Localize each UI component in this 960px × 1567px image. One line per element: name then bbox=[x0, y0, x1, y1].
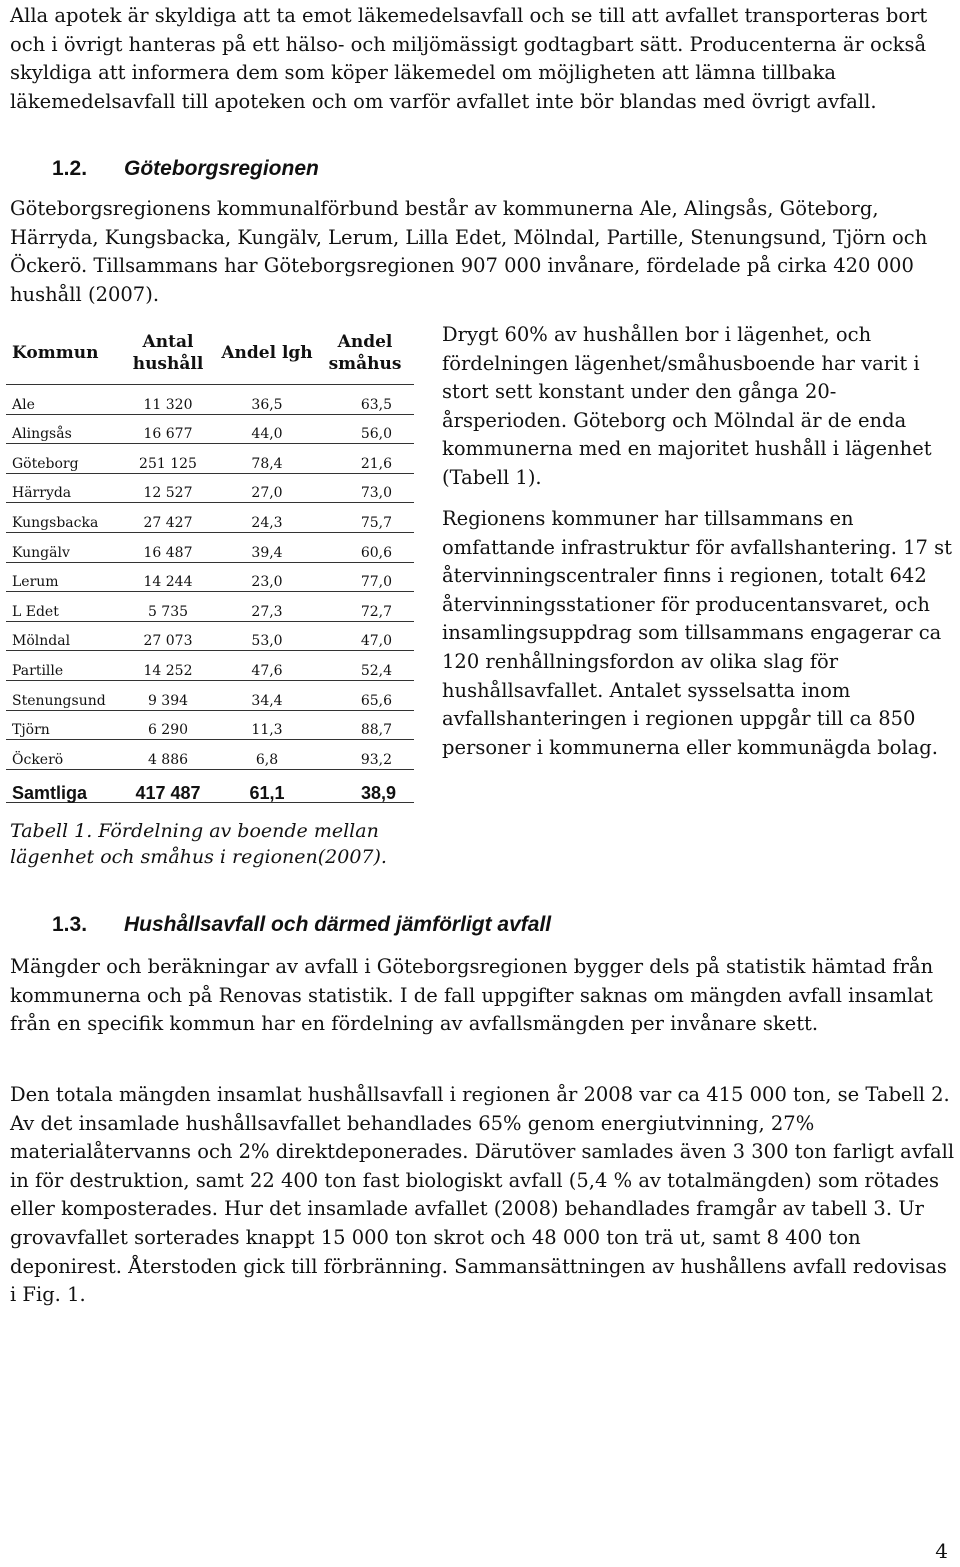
cell-municipality: L Edet bbox=[6, 592, 118, 622]
header-households: Antal hushåll bbox=[118, 322, 218, 385]
cell-share-apartment: 47,6 bbox=[218, 651, 316, 681]
cell-households: 16 487 bbox=[118, 532, 218, 562]
cell-share-house: 52,4 bbox=[316, 651, 414, 681]
cell-share-house: 73,0 bbox=[316, 473, 414, 503]
page-number: 4 bbox=[935, 1539, 948, 1563]
cell-municipality: Ale bbox=[6, 385, 118, 415]
cell-share-apartment: 36,5 bbox=[218, 385, 316, 415]
cell-share-apartment: 78,4 bbox=[218, 444, 316, 474]
cell-municipality: Stenungsund bbox=[6, 680, 118, 710]
table-row bbox=[6, 680, 414, 710]
cell-share-apartment: 34,4 bbox=[218, 680, 316, 710]
table-row bbox=[6, 562, 414, 592]
table-row bbox=[6, 473, 414, 503]
cell-share-house: 72,7 bbox=[316, 592, 414, 622]
cell-total-label: Samtliga bbox=[6, 769, 118, 802]
cell-share-apartment: 27,3 bbox=[218, 592, 316, 622]
cell-households: 14 252 bbox=[118, 651, 218, 681]
table-caption: Tabell 1. Fördelning av boende mellan lägenhet och småhus i regionen(2007). bbox=[10, 820, 387, 868]
cell-households: 12 527 bbox=[118, 473, 218, 503]
waste-paragraph-2: Den totala mängden insamlat hushållsavfall i regionen år 2008 var ca 415 000 ton, se Tabell 2. Av det insamlade hushållsavfallet behandlades 65% genom energiutvinning, 27% materialåtervanns och 2% direktdeponerades. Därutöver samlades även 3 300 ton farligt avfall in för destruktion, samt 22 400 ton fast biologiskt avfall (5,4 % av totalmängden) som rötades eller komposterades. Hur det insamlade avfallet (2008) behandlades framgår av tabell 3. Ur grovavfallet sorterades knappt 15 000 ton skrot och 48 000 ton trä ut, samt 8 400 ton deponirest. Återstoden gick till förbränning. Sammansättningen av hushållens avfall redovisas i Fig. 1. bbox=[10, 1083, 955, 1307]
table-row bbox=[6, 532, 414, 562]
cell-households: 27 073 bbox=[118, 621, 218, 651]
cell-share-apartment: 53,0 bbox=[218, 621, 316, 651]
table-row bbox=[6, 740, 414, 770]
table-body bbox=[6, 385, 414, 803]
cell-share-apartment: 24,3 bbox=[218, 503, 316, 533]
cell-share-house: 88,7 bbox=[316, 710, 414, 740]
section-heading-1-3 bbox=[52, 912, 551, 938]
cell-households: 6 290 bbox=[118, 710, 218, 740]
cell-share-apartment: 39,4 bbox=[218, 532, 316, 562]
section-number: 1.2. bbox=[52, 157, 88, 180]
side-paragraph-1: Drygt 60% av hushållen bor i lägenhet, och fördelningen lägenhet/småhusboende har varit i stort sett konstant under den gånga 20-årsperioden. Göteborg och Mölndal är de enda kommunerna med en majoritet hushåll i lägenhet (Tabell 1). bbox=[442, 323, 932, 489]
cell-municipality: Göteborg bbox=[6, 444, 118, 474]
table-row bbox=[6, 414, 414, 444]
table-header-row bbox=[6, 322, 414, 385]
cell-total-share-house: 38,9 bbox=[316, 769, 414, 802]
table-row bbox=[6, 444, 414, 474]
cell-share-house: 47,0 bbox=[316, 621, 414, 651]
cell-share-house: 77,0 bbox=[316, 562, 414, 592]
header-share-house: Andel småhus bbox=[316, 322, 414, 385]
cell-households: 27 427 bbox=[118, 503, 218, 533]
cell-households: 251 125 bbox=[118, 444, 218, 474]
municipality-table bbox=[6, 322, 414, 803]
cell-share-house: 65,6 bbox=[316, 680, 414, 710]
table-row bbox=[6, 503, 414, 533]
cell-households: 14 244 bbox=[118, 562, 218, 592]
cell-municipality: Kungsbacka bbox=[6, 503, 118, 533]
cell-share-house: 93,2 bbox=[316, 740, 414, 770]
cell-municipality: Kungälv bbox=[6, 532, 118, 562]
intro-paragraph: Alla apotek är skyldiga att ta emot läkemedelsavfall och se till att avfallet transporteras bort och i övrigt hanteras på ett hälso- och miljömässigt godtagbart sätt. Producenterna är också skyldiga att informera dem som köper läkemedel om möjligheten att lämna tillbaka läkemedelsavfall till apoteken och om varför avfallet inte bör blandas med övrigt avfall. bbox=[10, 4, 928, 113]
cell-share-house: 56,0 bbox=[316, 414, 414, 444]
cell-total-households: 417 487 bbox=[118, 769, 218, 802]
cell-municipality: Alingsås bbox=[6, 414, 118, 444]
cell-total-share-apartment: 61,1 bbox=[218, 769, 316, 802]
cell-share-apartment: 6,8 bbox=[218, 740, 316, 770]
cell-households: 16 677 bbox=[118, 414, 218, 444]
cell-share-apartment: 27,0 bbox=[218, 473, 316, 503]
cell-municipality: Partille bbox=[6, 651, 118, 681]
section-heading-1-2 bbox=[52, 156, 319, 182]
cell-share-house: 60,6 bbox=[316, 532, 414, 562]
section-number: 1.3. bbox=[52, 913, 88, 936]
table-row bbox=[6, 385, 414, 415]
region-paragraph: Göteborgsregionens kommunalförbund består av kommunerna Ale, Alingsås, Göteborg, Härryda, Kungsbacka, Kungälv, Lerum, Lilla Edet, Mölndal, Partille, Stenungsund, Tjörn och Öckerö. Tillsammans har Göteborgsregionen 907 000 invånare, fördelade på cirka 420 000 hushåll (2007). bbox=[10, 197, 928, 306]
cell-municipality: Öckerö bbox=[6, 740, 118, 770]
cell-households: 4 886 bbox=[118, 740, 218, 770]
table-total-row bbox=[6, 769, 414, 802]
cell-share-house: 75,7 bbox=[316, 503, 414, 533]
waste-paragraph-1: Mängder och beräkningar av avfall i Göteborgsregionen bygger dels på statistik hämtad från kommunerna och på Renovas statistik. I de fall uppgifter saknas om mängden avfall insamlat från en specifik kommun har en fördelning av avfallsmängden per invånare skett. bbox=[10, 955, 934, 1036]
table-row bbox=[6, 651, 414, 681]
cell-share-apartment: 44,0 bbox=[218, 414, 316, 444]
header-municipality: Kommun bbox=[6, 322, 118, 385]
cell-municipality: Lerum bbox=[6, 562, 118, 592]
header-share-apartment: Andel lgh bbox=[218, 322, 316, 385]
table-row bbox=[6, 621, 414, 651]
cell-municipality: Tjörn bbox=[6, 710, 118, 740]
cell-share-house: 21,6 bbox=[316, 444, 414, 474]
section-title: Göteborgsregionen bbox=[124, 157, 319, 180]
cell-households: 9 394 bbox=[118, 680, 218, 710]
side-paragraph-2: Regionens kommuner har tillsammans en omfattande infrastruktur för avfallshantering. 17 st återvinningscentraler finns i regionen, totalt 642 återvinningsstationer för producentansvaret, och insamlingsuppdrag som tillsammans engagerar ca 120 renhållningsfordon av olika slag för hushållsavfallet. Antalet sysselsatta inom avfallshanteringen i regionen uppgår till ca 850 personer i kommunerna eller kommunägda bolag. bbox=[442, 507, 952, 759]
cell-share-apartment: 11,3 bbox=[218, 710, 316, 740]
table-row bbox=[6, 592, 414, 622]
cell-municipality: Mölndal bbox=[6, 621, 118, 651]
table-row bbox=[6, 710, 414, 740]
cell-share-apartment: 23,0 bbox=[218, 562, 316, 592]
cell-households: 5 735 bbox=[118, 592, 218, 622]
section-title: Hushållsavfall och därmed jämförligt avfall bbox=[124, 913, 552, 936]
cell-share-house: 63,5 bbox=[316, 385, 414, 415]
cell-households: 11 320 bbox=[118, 385, 218, 415]
cell-municipality: Härryda bbox=[6, 473, 118, 503]
